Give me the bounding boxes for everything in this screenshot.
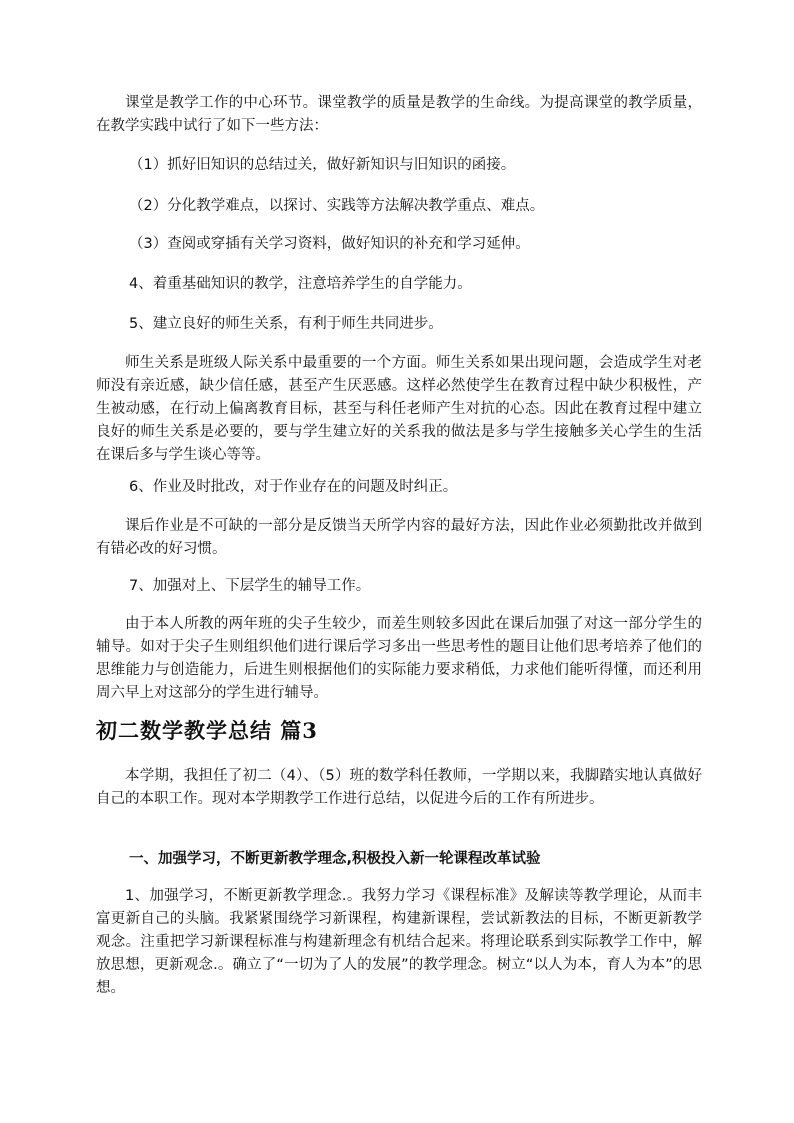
paragraph-tutoring: 由于本人所教的两年班的尖子生较少，而差生则较多因此在课后加强了对这一部分学生的辅导。如对于尖子生则组织他们进行课后学习多出一些思考性的题目让他们思考培养了他们的思维能力与创造能力，后进生则根据他们的实际能力要求稍低，力求他们能听得懂，而还利用周六早上对这部分的学生进行辅导。	[96, 616, 702, 701]
list-item-3: （3）查阅或穿插有关学习资料，做好知识的补充和学习延伸。	[129, 236, 530, 252]
paragraph-homework: 课后作业是不可缺的一部分是反馈当天所学内容的最好方法，因此作业必须勤批改并做到有错必改的好习惯。	[96, 518, 702, 557]
section-heading: 初二数学教学总结 篇3	[96, 718, 318, 743]
list-item-7: 7、加强对上、下层学生的辅导工作。	[129, 578, 371, 594]
list-item-2: （2）分化教学难点，以探讨、实践等方法解决教学重点、难点。	[129, 198, 545, 214]
list-item-1: （1）抓好旧知识的总结过关，做好新知识与旧知识的函接。	[129, 157, 516, 173]
paragraph-teacher-student: 师生关系是班级人际关系中最重要的一个方面。师生关系如果出现问题，会造成学生对老师没有亲近感，缺少信任感，甚至产生厌恶感。这样必然使学生在教育过程中缺少积极性，产生被动感，在行动上偏离教育目标，甚至与科任老师产生对抗的心态。因此在教育过程中建立良好的师生关系是必要的，要与学生建立好的关系我的做法是多与学生接触多关心学生的生活在课后多与学生谈心等等。	[96, 355, 702, 463]
paragraph-study: 1、加强学习，不断更新教学理念.。我努力学习《课程标准》及解读等教学理论，从而丰富更新自己的头脑。我紧紧围绕学习新课程，构建新课程，尝试新教法的目标，不断更新教学观念。注重把学习新课程标准与构建新理念有机结合起来。将理论联系到实际教学工作中，解放思想，更新观念.。确立了“一切为了人的发展”的教学理念。树立“以人为本，育人为本”的思想。	[96, 888, 702, 996]
list-item-5: 5、建立良好的师生关系，有利于师生共同进步。	[129, 316, 443, 332]
subsection-heading: 一、加强学习，不断更新教学理念,积极投入新一轮课程改革试验	[129, 851, 541, 867]
paragraph-classroom: 课堂是教学工作的中心环节。课堂教学的质量是教学的生命线。为提高课堂的教学质量，在教学实践中试行了如下一些方法：	[96, 95, 702, 134]
list-item-6: 6、作业及时批改，对于作业存在的问题及时纠正。	[129, 479, 458, 495]
paragraph-semester: 本学期，我担任了初二（4）、（5）班的数学科任教师，一学期以来，我脚踏实地认真做好自己的本职工作。现对本学期教学工作进行总结，以促进今后的工作有所进步。	[96, 768, 702, 807]
list-item-4: 4、着重基础知识的教学，注意培养学生的自学能力。	[129, 276, 472, 292]
